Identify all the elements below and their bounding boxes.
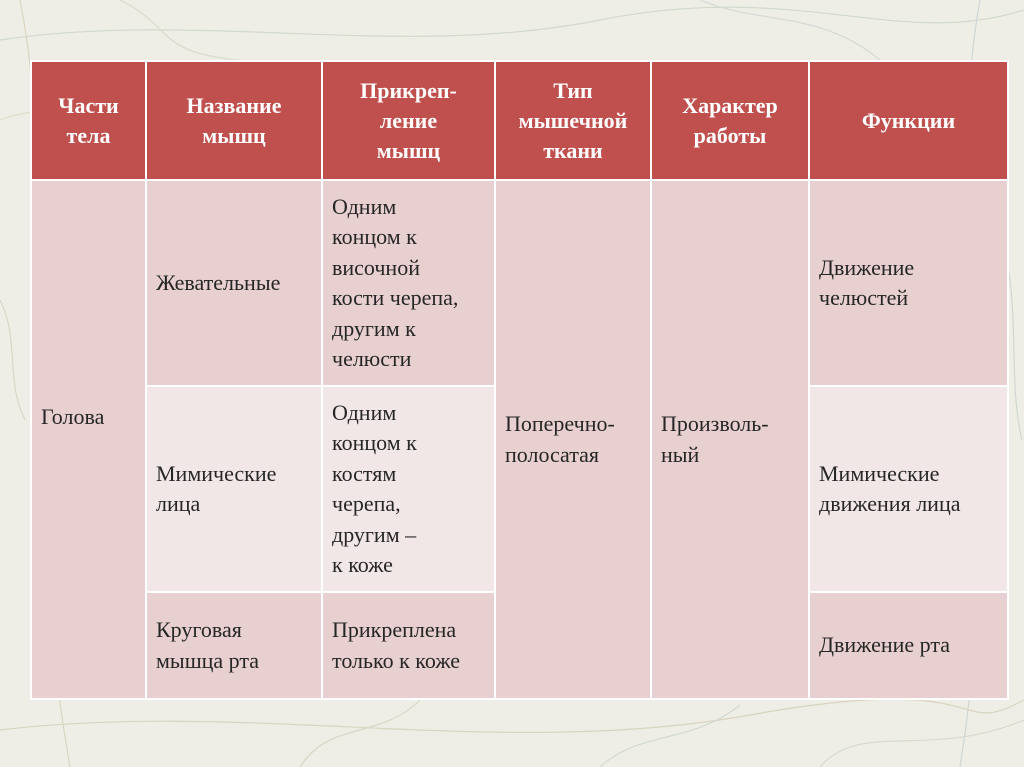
muscles-table bbox=[30, 60, 1009, 700]
slide-content bbox=[30, 60, 1007, 700]
attachment-cell: Прикреплена только к коже bbox=[322, 592, 495, 699]
body-part-cell: Голова bbox=[31, 180, 146, 699]
header-work-character: Характер работы bbox=[651, 61, 809, 180]
header-muscle-attachment: Прикреп- ление мышц bbox=[322, 61, 495, 180]
tissue-type-cell: Поперечно- полосатая bbox=[495, 180, 651, 699]
function-cell: Движение рта bbox=[809, 592, 1008, 699]
attachment-cell: Одним концом к височной кости черепа, другим к челюсти bbox=[322, 180, 495, 386]
table-row bbox=[31, 180, 1008, 386]
muscle-name-cell: Жевательные bbox=[146, 180, 322, 386]
table-header-row bbox=[31, 61, 1008, 180]
header-body-parts: Части тела bbox=[31, 61, 146, 180]
attachment-cell: Одним концом к костям черепа, другим – к коже bbox=[322, 386, 495, 592]
header-muscle-name: Название мышц bbox=[146, 61, 322, 180]
work-character-cell: Произволь- ный bbox=[651, 180, 809, 699]
function-cell: Мимические движения лица bbox=[809, 386, 1008, 592]
function-cell: Движение челюстей bbox=[809, 180, 1008, 386]
header-tissue-type: Тип мышечной ткани bbox=[495, 61, 651, 180]
muscle-name-cell: Мимические лица bbox=[146, 386, 322, 592]
header-functions: Функции bbox=[809, 61, 1008, 180]
muscle-name-cell: Круговая мышца рта bbox=[146, 592, 322, 699]
